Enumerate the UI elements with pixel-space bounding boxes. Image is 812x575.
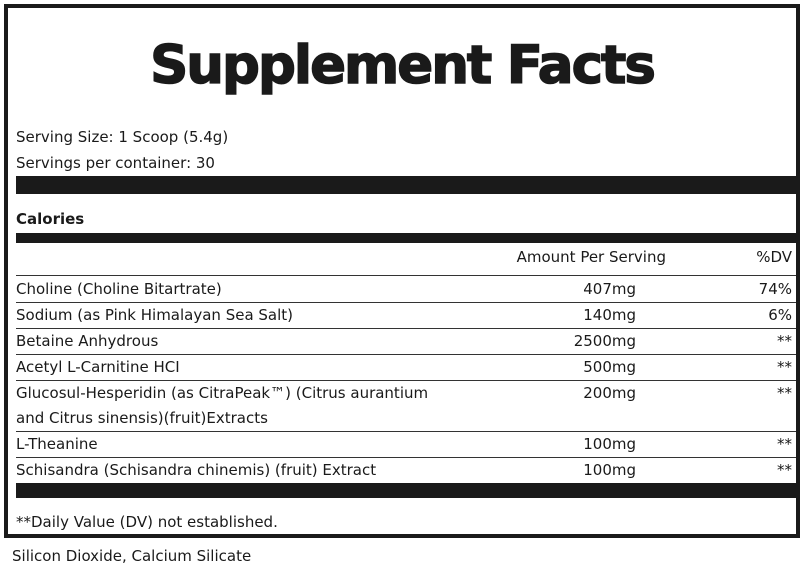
- ingredient-name: Acetyl L-Carnitine HCI: [16, 358, 180, 376]
- ingredient-dv: **: [777, 435, 792, 453]
- header-dv: %DV: [756, 248, 792, 266]
- ingredient-dv: **: [777, 332, 792, 350]
- row-divider: [16, 302, 796, 303]
- ingredient-dv: 74%: [758, 280, 792, 298]
- ingredient-amount: 2500mg: [573, 332, 636, 350]
- ingredient-dv: 6%: [768, 306, 792, 324]
- panel-title: Supplement Facts: [150, 35, 654, 96]
- other-ingredients: Silicon Dioxide, Calcium Silicate: [12, 547, 252, 565]
- ingredient-dv: **: [777, 461, 792, 479]
- header-amount-per-serving: Amount Per Serving: [516, 248, 666, 266]
- servings-per-container: Servings per container: 30: [16, 154, 215, 172]
- ingredient-name: Sodium (as Pink Himalayan Sea Salt): [16, 306, 294, 324]
- footnote: **Daily Value (DV) not established.: [16, 513, 278, 531]
- ingredient-name-line2: and Citrus sinensis)(fruit)Extracts: [16, 409, 268, 427]
- supplement-facts-panel: [4, 4, 800, 538]
- ingredient-amount: 407mg: [583, 280, 636, 298]
- row-divider: [16, 380, 796, 381]
- ingredient-name: Betaine Anhydrous: [16, 332, 159, 350]
- ingredient-amount: 140mg: [583, 306, 636, 324]
- ingredient-amount: 500mg: [583, 358, 636, 376]
- row-divider: [16, 328, 796, 329]
- thick-divider-bottom: [16, 483, 796, 498]
- thick-divider-calories: [16, 233, 796, 243]
- row-divider: [16, 275, 796, 276]
- row-divider: [16, 431, 796, 432]
- calories-label: Calories: [16, 210, 85, 228]
- ingredient-dv: **: [777, 384, 792, 402]
- ingredient-name-line1: Glucosul-Hesperidin (as CitraPeak™) (Citrus aurantium: [16, 384, 429, 402]
- ingredient-amount: 100mg: [583, 435, 636, 453]
- thick-divider-top: [16, 176, 796, 194]
- ingredient-name: Schisandra (Schisandra chinemis) (fruit) Extract: [16, 461, 377, 479]
- ingredient-name: Choline (Choline Bitartrate): [16, 280, 222, 298]
- ingredient-amount: 200mg: [583, 384, 636, 402]
- ingredient-amount: 100mg: [583, 461, 636, 479]
- row-divider: [16, 354, 796, 355]
- ingredient-name: L-Theanine: [16, 435, 98, 453]
- row-divider: [16, 457, 796, 458]
- ingredient-dv: **: [777, 358, 792, 376]
- serving-size: Serving Size: 1 Scoop (5.4g): [16, 128, 229, 146]
